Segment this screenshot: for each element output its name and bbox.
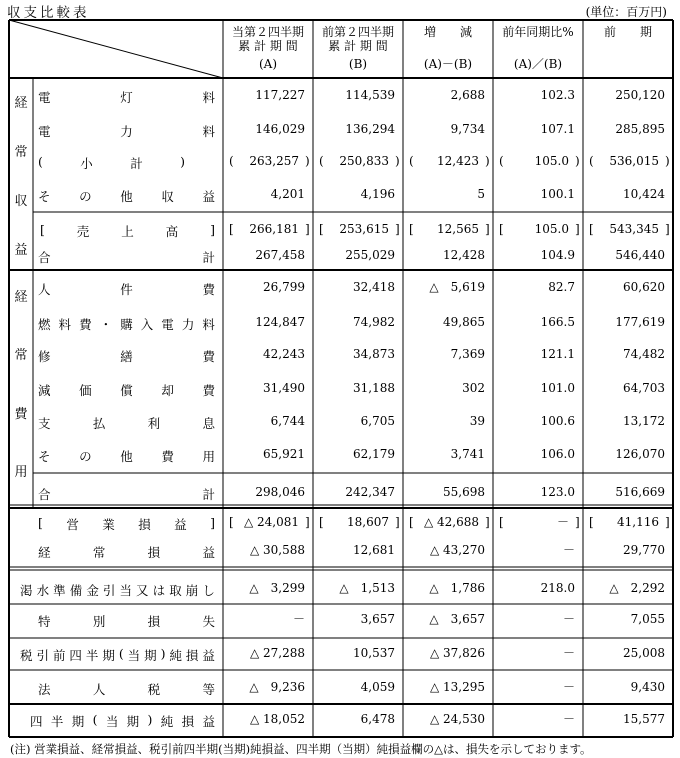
expense-side-label [9, 286, 33, 480]
table-cell: 7,369 [450, 347, 485, 361]
table-cell: 82.7 [548, 280, 575, 294]
column-header-line: 前 期 [603, 25, 652, 39]
row-label-char: 計 [202, 487, 215, 502]
column-header-line: 増 減 [423, 25, 472, 39]
side-label-char: 常 [14, 145, 28, 160]
table-cell: △ 43,270 [429, 543, 485, 557]
table-cell: 4,196 [360, 187, 395, 201]
footnote: (注) 営業損益、経常損益、税引前四半期(当期)純損益、四半期（当期）純損益欄の△は、損失を示しております。 [10, 742, 592, 756]
table-cell: 123.0 [540, 485, 575, 499]
column-header-line [583, 57, 673, 71]
side-label-char: 常 [14, 348, 28, 364]
value-bracket-open: ( [229, 154, 234, 168]
side-label-char: 用 [14, 464, 28, 480]
row-label-char: 純 [169, 648, 182, 663]
row-label-char: 損 [147, 545, 161, 560]
row-label-char: ) [147, 712, 153, 727]
table-cell: 10,424 [623, 187, 665, 201]
table-cell: 9,430 [630, 680, 665, 694]
table-cell: 6,744 [270, 414, 305, 428]
value-bracket-open: [ [409, 515, 414, 529]
table-cell: 60,620 [623, 280, 665, 294]
column-header-line: 前第２四半期 [321, 25, 394, 39]
row-label-char: ・ [99, 317, 113, 332]
row-label-char: 力 [181, 317, 195, 332]
table-cell: 5 [477, 187, 485, 201]
row-label-char: 益 [202, 648, 215, 663]
side-label-char: 益 [14, 243, 28, 258]
row-label-char: ( [92, 712, 98, 727]
row-label-char: 計 [202, 250, 215, 265]
row-label-char: ] [210, 515, 215, 530]
row-label-char: 小 [80, 156, 93, 171]
table-cell: 12,423 [437, 154, 479, 168]
table-cell: 250,833 [339, 154, 389, 168]
table-cell: △ 3,299 [249, 581, 305, 595]
value-bracket-open: ( [409, 154, 414, 168]
row-label-char: [ [38, 515, 43, 530]
column-header-line [493, 39, 583, 53]
table-cell: 26,799 [263, 280, 305, 294]
column-header [223, 25, 313, 71]
table-cell: 177,619 [615, 315, 665, 329]
table-cell: 32,418 [353, 280, 395, 294]
table-cell: 105.0 [534, 154, 569, 168]
row-label-char: 半 [50, 714, 64, 729]
table-cell: 3,657 [360, 612, 395, 626]
value-bracket-close: ] [575, 515, 580, 529]
row-label-char: 合 [38, 250, 51, 265]
table-cell: 18,607 [347, 515, 389, 529]
column-header-line: (A)－(B) [423, 57, 473, 71]
row-label-char: 特 [38, 614, 51, 629]
table-cell: 218.0 [540, 581, 575, 595]
table-cell: 74,482 [623, 347, 665, 361]
value-bracket-open: [ [319, 515, 324, 529]
table-cell: 136,294 [345, 122, 395, 136]
row-label-char: 損 [138, 517, 151, 532]
table-cell: 9,734 [450, 122, 485, 136]
table-cell: 536,015 [609, 154, 659, 168]
row-label-char: 料 [202, 124, 215, 139]
side-label-char: 収 [14, 194, 28, 209]
row-label [38, 88, 215, 106]
row-label-char: 期 [71, 714, 85, 729]
row-label-char: 電 [161, 317, 174, 332]
row-label-char: 人 [92, 682, 106, 697]
row-label-char: そ [38, 449, 51, 464]
row-label-char: 他 [120, 189, 133, 204]
table-cell: 55,698 [443, 485, 485, 499]
row-label [38, 347, 215, 365]
row-label-char: 益 [202, 545, 215, 560]
value-bracket-close: ] [485, 515, 490, 529]
unit-label: (単位：百万円) [585, 5, 667, 19]
row-label-char: 料 [202, 317, 215, 332]
table-cell: 74,982 [353, 315, 395, 329]
table-cell: － [562, 646, 575, 660]
row-label-char: 経 [38, 545, 51, 560]
row-label-char: 半 [85, 648, 99, 663]
value-bracket-open: [ [589, 222, 594, 236]
table-cell: 285,895 [615, 122, 665, 136]
row-label-char: 売 [76, 224, 90, 239]
row-label-char: し [202, 583, 215, 598]
row-label-char: 引 [102, 583, 116, 598]
table-cell: 267,458 [255, 248, 305, 262]
value-bracket-open: ( [319, 154, 324, 168]
row-label [38, 447, 215, 465]
table-cell: 253,615 [339, 222, 389, 236]
row-label-char: 益 [202, 189, 215, 204]
row-label-char: ( [118, 646, 124, 661]
row-label-char: 償 [120, 383, 133, 398]
column-header [403, 25, 493, 71]
table-cell: △ 2,292 [609, 581, 665, 595]
row-label-char: 当 [105, 714, 119, 729]
row-label [38, 414, 215, 432]
value-bracket-close: ] [485, 222, 490, 236]
table-cell: 101.0 [540, 381, 575, 395]
table-cell: － [556, 515, 569, 529]
row-label-char: 渇 [20, 583, 33, 598]
row-label [38, 280, 215, 298]
value-bracket-open: [ [229, 222, 234, 236]
income-side-label [9, 92, 33, 258]
value-bracket-open: [ [499, 515, 504, 529]
row-label-char: 期 [102, 648, 115, 663]
table-cell: 114,539 [345, 88, 395, 102]
value-bracket-close: ] [395, 515, 400, 529]
row-label-char: 税 [20, 648, 33, 663]
table-cell: 546,440 [615, 248, 665, 262]
table-cell: 6,478 [360, 712, 395, 726]
table-cell: △ 3,657 [429, 612, 485, 626]
table-cell: 25,008 [623, 646, 665, 660]
row-label-char: 繕 [120, 349, 133, 364]
column-header [493, 25, 583, 71]
row-label-char: 料 [58, 317, 72, 332]
table-cell: 6,705 [360, 414, 395, 428]
value-bracket-open: [ [589, 515, 594, 529]
table-cell: △ 1,513 [339, 581, 395, 595]
value-bracket-open: ( [589, 154, 594, 168]
row-label-char: 電 [38, 90, 51, 105]
table-cell: 242,347 [345, 485, 395, 499]
row-label-char: 損 [185, 648, 199, 663]
row-label-char: 合 [38, 487, 51, 502]
row-label-char: 高 [165, 224, 179, 239]
row-label-char: 法 [38, 682, 51, 697]
row-label-char: 純 [160, 714, 174, 729]
table-cell: 107.1 [540, 122, 575, 136]
value-bracket-close: ] [395, 222, 400, 236]
value-bracket-close: ) [485, 154, 490, 168]
row-label-char: 利 [147, 416, 161, 431]
table-cell: 105.0 [534, 222, 569, 236]
row-label-char: 備 [69, 583, 83, 598]
row-label [30, 712, 215, 730]
column-header-line: (A) [258, 57, 278, 71]
table-cell: － [562, 680, 575, 694]
row-label-char: 失 [202, 614, 215, 629]
row-label-char: 当 [119, 583, 132, 598]
row-label-char: 費 [202, 383, 215, 398]
row-label [38, 381, 215, 399]
row-label [38, 680, 215, 698]
value-bracket-close: ] [665, 515, 670, 529]
table-cell: 166.5 [540, 315, 575, 329]
table-cell: 29,770 [623, 543, 665, 557]
row-label-char: 期 [144, 648, 157, 663]
table-cell: △ 1,786 [429, 581, 485, 595]
column-header-line: 前年同期比% [502, 25, 574, 39]
row-label [38, 485, 215, 503]
table-cell: 13,172 [623, 414, 665, 428]
row-label-char: の [79, 189, 92, 204]
value-bracket-close: ] [665, 222, 670, 236]
row-label-char: 購 [120, 317, 133, 332]
row-label-char: 常 [92, 545, 106, 560]
row-label [38, 543, 215, 561]
row-label-char: 料 [202, 90, 215, 105]
table-cell: 263,257 [249, 154, 299, 168]
row-label-char: 却 [161, 383, 174, 398]
row-label-char: 入 [140, 317, 154, 332]
table-cell: 104.9 [540, 248, 575, 262]
row-label-char: 金 [86, 583, 99, 598]
table-cell: 12,428 [443, 248, 485, 262]
table-cell: 100.6 [540, 414, 575, 428]
row-label-char: [ [40, 222, 45, 237]
row-label-char: 期 [126, 714, 140, 729]
table-cell: 10,537 [353, 646, 395, 660]
table-cell: 121.1 [540, 347, 575, 361]
row-label-char: 税 [147, 682, 161, 697]
header-diagonal [9, 20, 223, 78]
table-cell: △ 24,081 [243, 515, 299, 529]
value-bracket-close: ) [395, 154, 400, 168]
row-label-char: そ [38, 189, 51, 204]
column-header [583, 25, 673, 71]
value-bracket-open: [ [499, 222, 504, 236]
table-cell: 4,201 [270, 187, 305, 201]
row-label-char: 費 [79, 317, 92, 332]
table-cell: △ 18,052 [249, 712, 305, 726]
row-label-char: は [152, 583, 166, 598]
row-label [38, 248, 215, 266]
table-cell: 31,188 [353, 381, 395, 395]
row-label-char: 価 [79, 383, 92, 398]
value-bracket-close: ] [575, 222, 580, 236]
value-bracket-open: [ [229, 515, 234, 529]
row-label [38, 122, 215, 140]
row-label-char: ( [38, 154, 43, 169]
column-header [313, 25, 403, 71]
table-cell: 41,116 [617, 515, 659, 529]
row-label-char: 等 [202, 682, 215, 697]
row-label-char: ) [160, 646, 166, 661]
row-label-char: 用 [202, 449, 215, 464]
table-cell: 516,669 [615, 485, 665, 499]
side-label-char: 経 [14, 290, 28, 305]
table-cell: 298,046 [255, 485, 305, 499]
row-label-char: 息 [202, 416, 215, 431]
row-label-char: 損 [147, 614, 161, 629]
table-cell: △ 24,530 [429, 712, 485, 726]
page-title: 収支比較表 [7, 5, 90, 21]
row-label-char: ) [180, 154, 185, 169]
table-cell: 302 [462, 381, 485, 395]
row-label [38, 187, 215, 205]
table-cell: 42,243 [263, 347, 305, 361]
row-label [20, 581, 215, 599]
row-label-char: 引 [36, 648, 49, 663]
value-bracket-close: ) [575, 154, 580, 168]
value-bracket-close: ] [305, 515, 310, 529]
table-cell: 543,345 [609, 222, 659, 236]
table-cell: 64,703 [623, 381, 665, 395]
row-label [38, 315, 215, 333]
column-header-line: 当第２四半期 [231, 25, 304, 39]
row-label-char: 前 [52, 648, 66, 663]
table-cell: 12,681 [353, 543, 395, 557]
row-label-char: 計 [130, 156, 143, 171]
table-cell: 31,490 [263, 381, 305, 395]
table-cell: － [562, 612, 575, 626]
table-cell: 62,179 [353, 447, 395, 461]
row-label-char: 水 [36, 583, 50, 598]
row-label-char: 益 [202, 714, 215, 729]
table-cell: 117,227 [255, 88, 305, 102]
row-label-char: 人 [38, 282, 51, 297]
row-label [38, 154, 185, 172]
row-label-char: 営 [66, 517, 79, 532]
row-label-char: 取 [169, 583, 182, 598]
table-cell: 7,055 [630, 612, 665, 626]
row-label [40, 222, 215, 240]
row-label-char: 費 [202, 349, 215, 364]
row-label-char: ] [210, 222, 215, 237]
table-cell: 126,070 [615, 447, 665, 461]
table-cell: 34,873 [353, 347, 395, 361]
side-label-char: 経 [14, 96, 28, 111]
value-bracket-open: [ [409, 222, 414, 236]
row-label [38, 612, 215, 630]
row-label-char: 電 [38, 124, 51, 139]
column-header-line [583, 39, 673, 53]
column-header-line: 累 計 期 間 [238, 39, 298, 53]
value-bracket-open: ( [499, 154, 504, 168]
table-cell: 3,741 [450, 447, 485, 461]
value-bracket-open: [ [319, 222, 324, 236]
table-cell: 2,688 [450, 88, 485, 102]
row-label-char: 益 [174, 517, 187, 532]
table-cell: 255,029 [345, 248, 395, 262]
row-label-char: 当 [127, 648, 141, 663]
row-label-char: 又 [136, 583, 149, 598]
row-label-char: 件 [120, 282, 133, 297]
column-header-line: (A)／(B) [513, 57, 563, 71]
row-label-char: 燃 [38, 317, 51, 332]
row-label-char: 払 [92, 416, 106, 431]
row-label-char: 修 [38, 349, 51, 364]
row-label-char: 別 [92, 614, 106, 629]
row-label-char: 四 [30, 714, 43, 729]
table-cell: － [562, 543, 575, 557]
row-label-char: 収 [161, 189, 174, 204]
row-label [20, 646, 215, 664]
column-header-line: (B) [348, 57, 368, 71]
column-header-line: 累 計 期 間 [328, 39, 388, 53]
table-cell: 12,565 [437, 222, 479, 236]
row-label-char: 四 [69, 648, 82, 663]
table-cell: 266,181 [249, 222, 299, 236]
table-cell: － [562, 712, 575, 726]
table-cell: △ 27,288 [249, 646, 305, 660]
value-bracket-close: ) [665, 154, 670, 168]
row-label [38, 515, 215, 533]
row-label-char: 力 [120, 124, 133, 139]
row-label-char: 崩 [185, 583, 199, 598]
table-cell: △ 30,588 [249, 543, 305, 557]
side-label-char: 費 [14, 406, 28, 422]
table-cell: 250,120 [615, 88, 665, 102]
table-cell: 49,865 [443, 315, 485, 329]
row-label-char: 減 [38, 383, 51, 398]
table-cell: 15,577 [623, 712, 665, 726]
value-bracket-close: ) [305, 154, 310, 168]
table-cell: － [292, 612, 305, 626]
table-cell: 102.3 [540, 88, 575, 102]
table-cell: 4,059 [360, 680, 395, 694]
table-cell: △ 13,295 [429, 680, 485, 694]
table-cell: △ 42,688 [423, 515, 479, 529]
row-label-char: 上 [121, 224, 134, 239]
row-label-char: 支 [38, 416, 51, 431]
table-cell: 65,921 [263, 447, 305, 461]
row-label-char: 費 [202, 282, 215, 297]
table-cell: △ 5,619 [429, 280, 485, 294]
table-cell: 100.1 [540, 187, 575, 201]
row-label-char: 準 [53, 583, 66, 598]
table-cell: 106.0 [540, 447, 575, 461]
row-label-char: 費 [161, 449, 174, 464]
row-label-char: の [79, 449, 92, 464]
row-label-char: 他 [120, 449, 133, 464]
table-cell: 124,847 [255, 315, 305, 329]
row-label-char: 灯 [120, 90, 133, 105]
table-cell: △ 37,826 [429, 646, 485, 660]
table-cell: 39 [469, 414, 485, 428]
row-label-char: 業 [102, 517, 115, 532]
value-bracket-close: ] [305, 222, 310, 236]
column-header-line [403, 39, 493, 53]
table-cell: △ 9,236 [249, 680, 305, 694]
table-cell: 146,029 [255, 122, 305, 136]
row-label-char: 損 [181, 714, 195, 729]
